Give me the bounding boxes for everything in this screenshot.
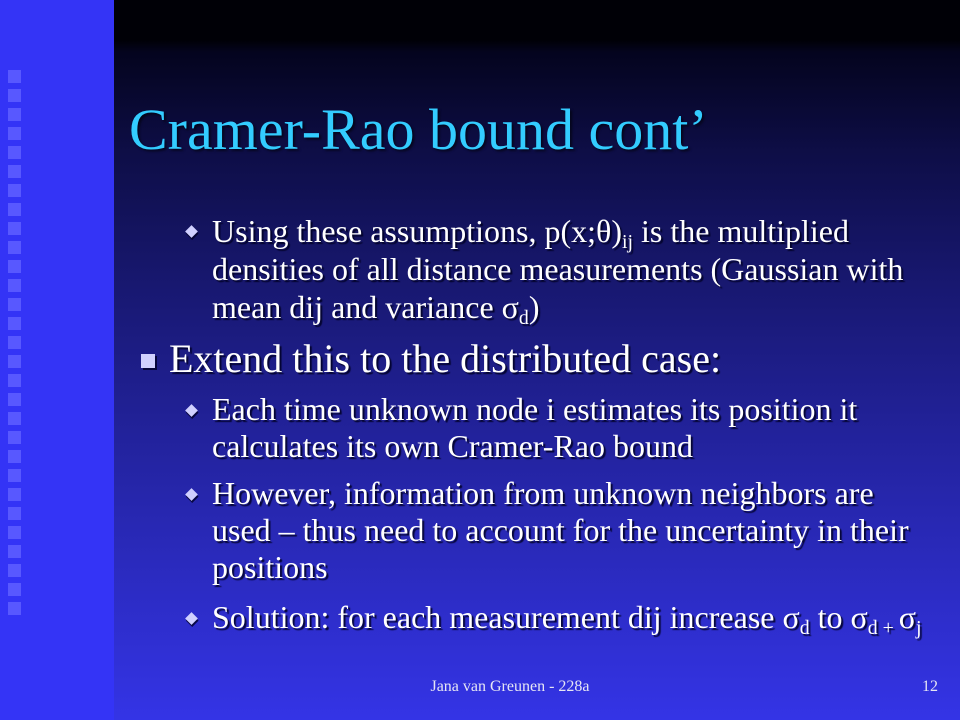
square-pattern xyxy=(8,70,21,620)
diamond-bullet-icon xyxy=(185,225,198,238)
slide-number: 12 xyxy=(922,678,938,695)
bullet-item xyxy=(169,335,721,383)
sub-bullet-item xyxy=(212,391,857,465)
text-line xyxy=(212,512,909,549)
subscript: ij xyxy=(621,230,633,253)
sub-bullet-item xyxy=(212,475,909,586)
footer-text: Jana van Greunen - 228a xyxy=(430,678,590,695)
text-run: Using these assumptions, p(x;θ) xyxy=(212,213,622,249)
text-run: to σ xyxy=(809,599,868,635)
sub-bullet-item xyxy=(212,599,922,639)
text-run: used – thus need to account for the uncertainty in their xyxy=(212,512,909,548)
text-run: positions xyxy=(212,549,328,585)
square-bullet-icon xyxy=(141,354,155,368)
text-line xyxy=(212,212,903,253)
subscript: d xyxy=(799,616,810,639)
text-run: ) xyxy=(528,289,540,325)
text-run: Extend this to the distributed case: xyxy=(169,336,722,381)
text-run: However, information from unknown neighbors are xyxy=(212,475,874,511)
text-line xyxy=(212,391,857,428)
text-run: mean dij and variance σ xyxy=(212,289,519,325)
sub-bullet-item xyxy=(212,212,904,329)
text-line xyxy=(212,549,909,586)
text-line xyxy=(212,250,903,288)
text-line xyxy=(212,428,857,465)
text-run: is the multiplied xyxy=(633,213,849,249)
subscript: d xyxy=(518,306,529,329)
text-run: calculates its own Cramer-Rao bound xyxy=(212,428,693,464)
subscript: d + xyxy=(867,616,899,639)
diamond-bullet-icon xyxy=(185,612,198,625)
diamond-bullet-icon xyxy=(185,404,198,417)
text-run: Solution: for each measurement dij increase σ xyxy=(212,599,800,635)
text-line xyxy=(212,288,903,329)
text-run: densities of all distance measurements (Gaussian with xyxy=(212,251,904,287)
slide-title: Cramer-Rao bound cont’ xyxy=(129,97,708,162)
text-run: Each time unknown node i estimates its position it xyxy=(212,391,858,427)
text-line xyxy=(169,335,721,383)
text-run: σ xyxy=(898,599,917,635)
diamond-bullet-icon xyxy=(185,488,198,501)
text-line xyxy=(212,475,909,512)
subscript: j xyxy=(916,616,922,639)
text-line xyxy=(212,599,922,639)
